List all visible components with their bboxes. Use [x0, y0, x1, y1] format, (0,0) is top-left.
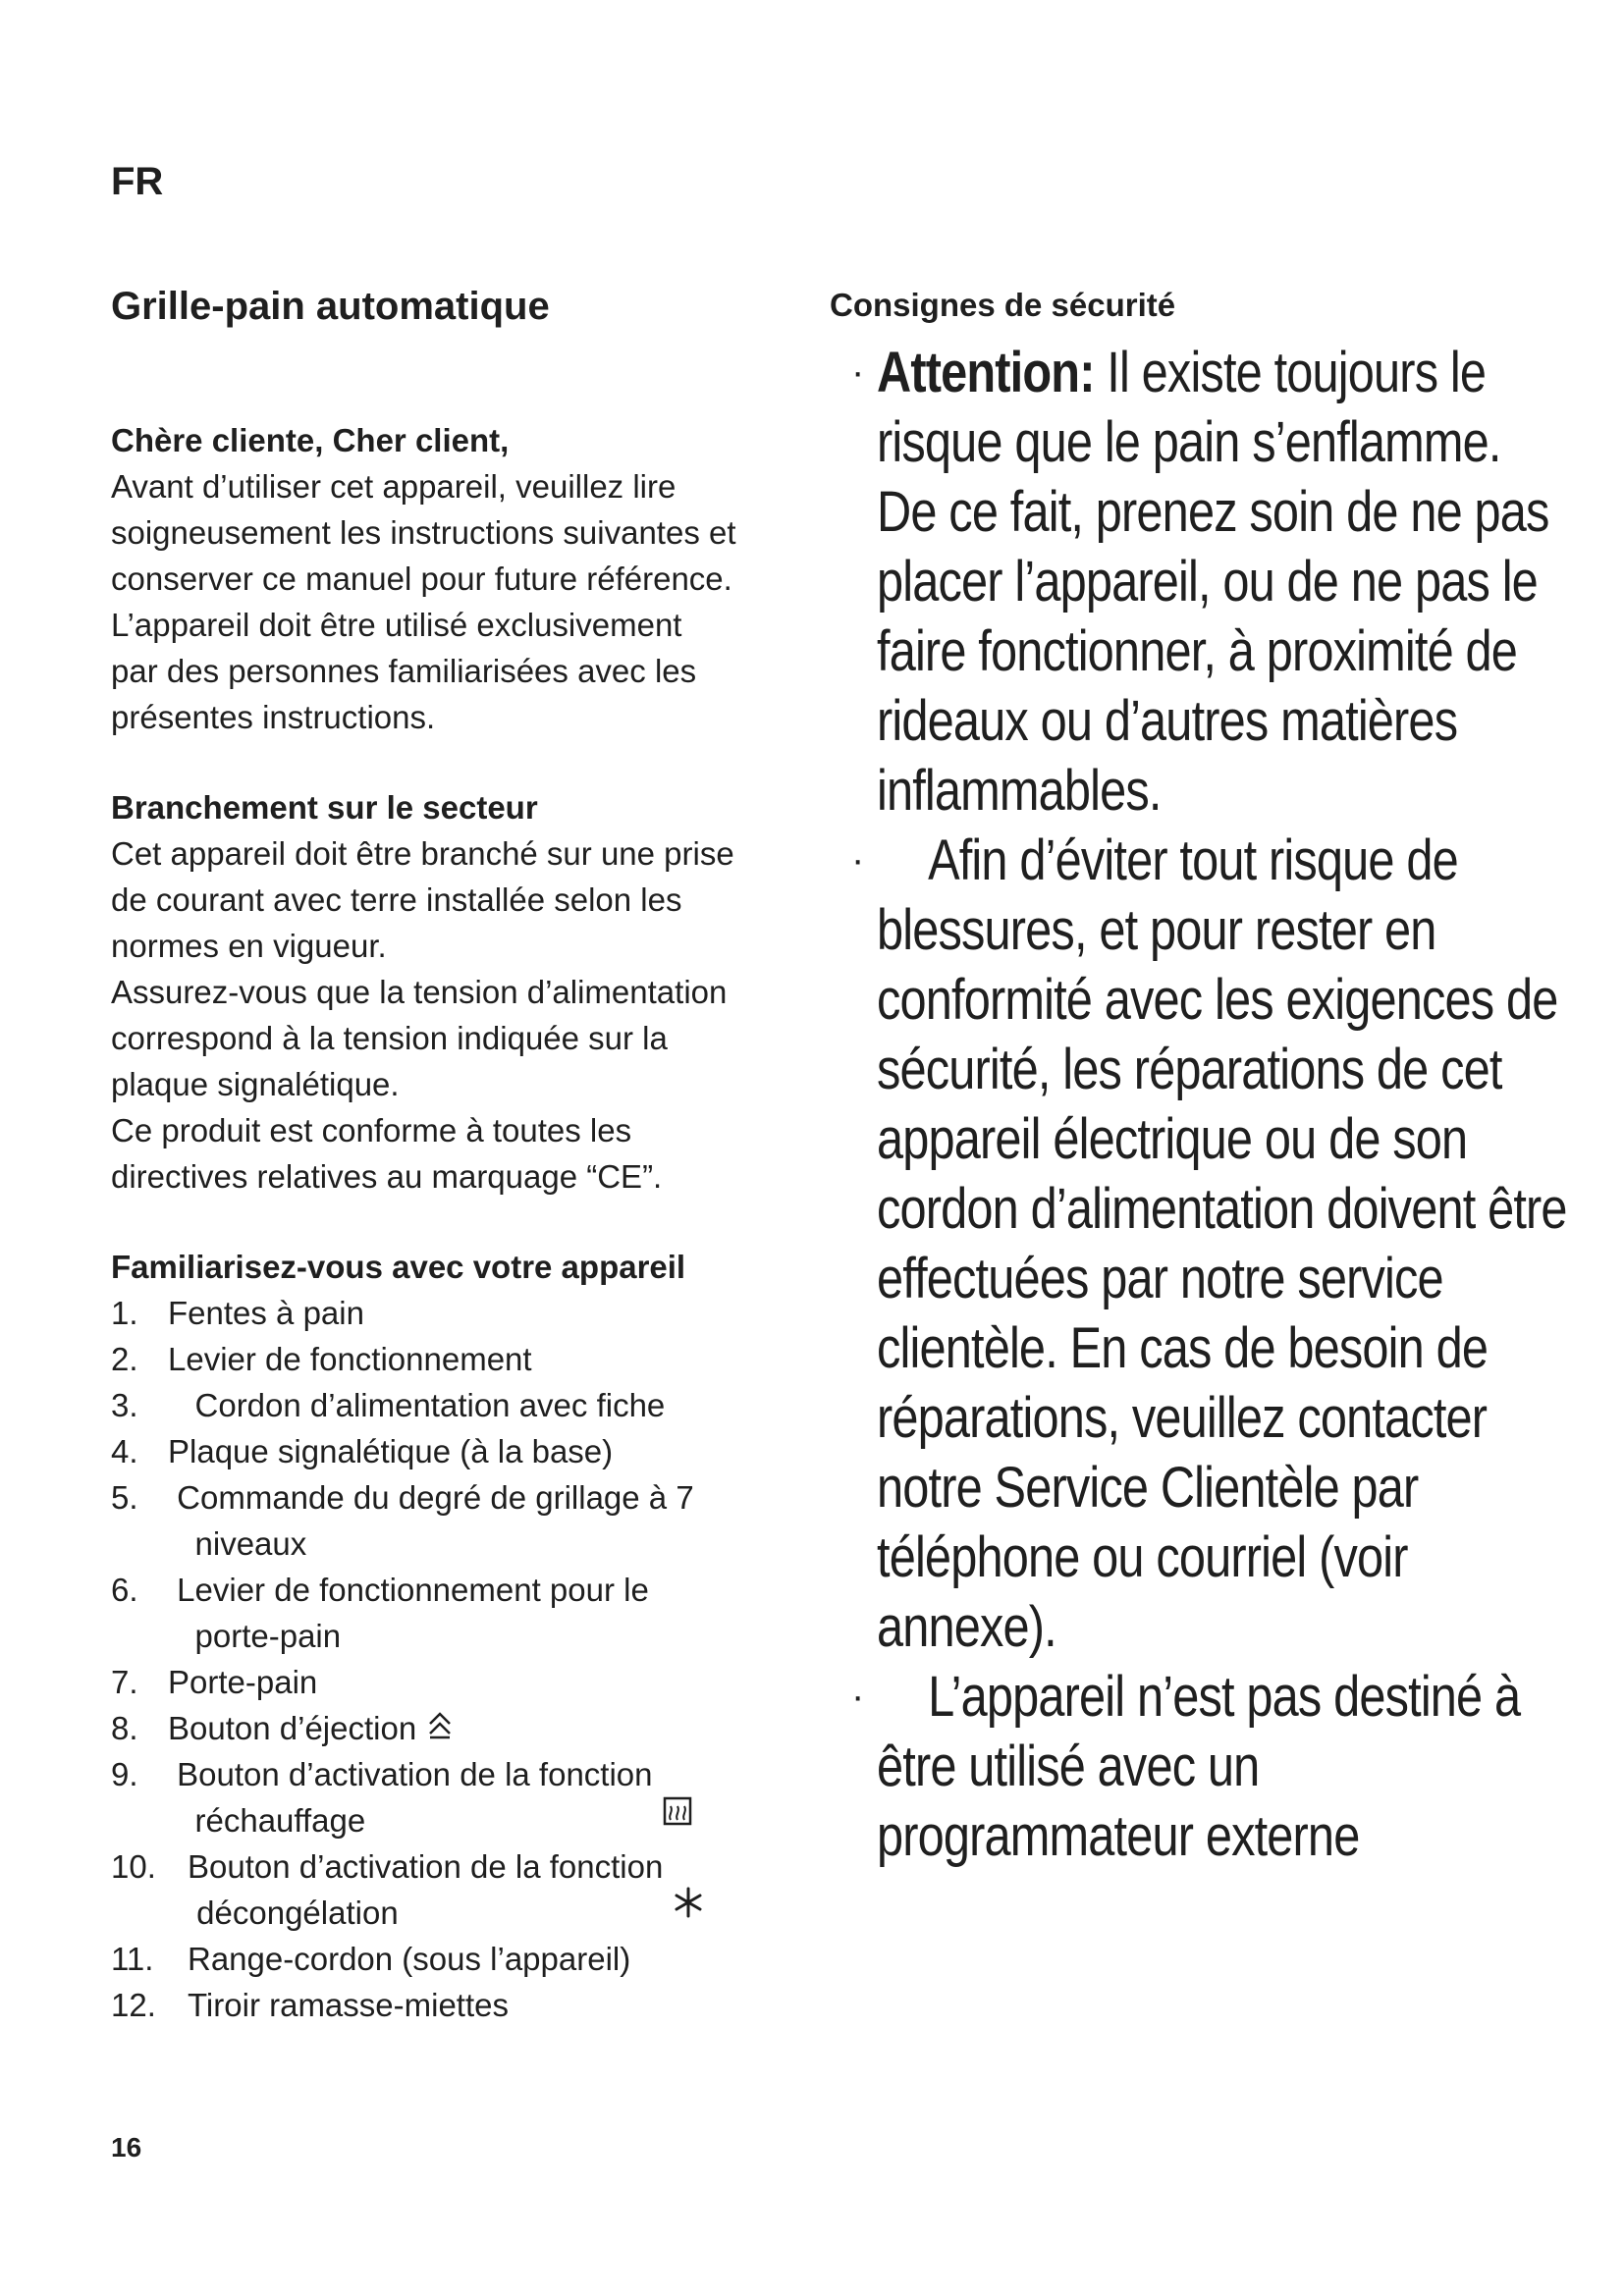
mains-paragraph: Cet appareil doit être branché sur une prise de courant avec terre installée selon les normes en vigueur. Assurez-vous que la tension d’alimentation correspond à la tension indiquée sur la plaque signalétique. Ce produit est conforme à toutes les directives relatives au marquage “CE”. [111, 835, 734, 1195]
item-text: Bouton d’éjection [168, 1710, 417, 1746]
list-item [111, 1751, 798, 1843]
page-number: 16 [111, 2132, 142, 2163]
snowflake-icon [673, 1884, 704, 1930]
reheat-icon [663, 1791, 692, 1838]
list-item [111, 1705, 798, 1751]
safety-item-body [877, 1662, 1570, 1871]
list-item [830, 338, 1576, 826]
safety-item-body [877, 338, 1570, 826]
item-text: Fentes à pain [168, 1295, 364, 1331]
item-number: 6. [111, 1572, 138, 1608]
parts-list [111, 1290, 798, 2028]
item-text: Levier de fonctionnement pour le porte-pain [177, 1572, 649, 1654]
safety-item-body [877, 826, 1570, 1662]
item-number: 8. [111, 1710, 138, 1746]
eject-icon [426, 1705, 454, 1751]
list-item [111, 1659, 798, 1705]
list-item [111, 1428, 798, 1474]
item-number: 12. [111, 1987, 156, 2023]
safety-heading: Consignes de sécurité [830, 287, 1176, 323]
language-code: FR [111, 160, 164, 203]
bullet-icon: · [851, 838, 864, 881]
item-number: 5. [111, 1479, 138, 1516]
item-text: Porte-pain [168, 1664, 318, 1700]
list-item [111, 1936, 798, 1982]
list-item [111, 1336, 798, 1382]
safety-item-text: Afin d’éviter tout risque de blessures, et pour rester en conformité avec les exigences de sécurité, les réparations de cet appareil électrique ou de son cordon d’alimentation doivent être effectuées par notre service clientèle. En cas de besoin de réparations, veuillez contacter notre Service Clientèle par téléphone ou courriel (voir annexe). [877, 828, 1567, 1659]
mains-heading: Branchement sur le secteur [111, 789, 538, 826]
salutation: Chère cliente, Cher client, [111, 422, 510, 458]
item-text: Bouton d’activation de la fonction réchauffage [177, 1756, 653, 1839]
item-number: 11. [111, 1941, 154, 1977]
item-text: Cordon d’alimentation avec fiche [168, 1387, 666, 1423]
list-item [111, 1567, 798, 1659]
list-item [111, 1982, 798, 2028]
right-column [830, 283, 1576, 1871]
item-number: 3. [111, 1387, 138, 1423]
bullet-icon: · [851, 1675, 864, 1718]
item-text: Plaque signalétique (à la base) [168, 1433, 614, 1469]
list-item [830, 1662, 1576, 1871]
attention-label: Attention: [877, 341, 1095, 404]
item-number: 9. [111, 1756, 138, 1792]
list-item [830, 826, 1576, 1662]
page-title: Grille-pain automatique [111, 285, 550, 328]
item-text: Range-cordon (sous l’appareil) [188, 1941, 631, 1977]
list-item [111, 1474, 798, 1567]
item-number: 1. [111, 1295, 138, 1331]
list-item [111, 1290, 798, 1336]
item-number: 10. [111, 1848, 156, 1885]
parts-heading: Familiarisez-vous avec votre appareil [111, 1249, 686, 1285]
bullet-icon: · [851, 350, 864, 394]
item-text: Commande du degré de grillage à 7 niveaux [177, 1479, 694, 1562]
safety-item-text: L’appareil n’est pas destiné à être utilisé avec un programmateur externe [877, 1665, 1521, 1868]
safety-list [830, 338, 1576, 1871]
item-number: 4. [111, 1433, 138, 1469]
item-text: Levier de fonctionnement [168, 1341, 532, 1377]
item-text: Bouton d’activation de la fonction décongélation [188, 1848, 664, 1931]
item-number: 2. [111, 1341, 138, 1377]
list-item [111, 1843, 798, 1936]
safety-item-text: Il existe toujours le risque que le pain s’enflamme. De ce fait, prenez soin de ne pas placer l’appareil, ou de ne pas le faire fonctionner, à proximité de rideaux ou d’autres matières inflammables. [877, 341, 1549, 823]
intro-paragraph: Avant d’utiliser cet appareil, veuillez lire soigneusement les instructions suivantes et conserver ce manuel pour future référence. L’appareil doit être utilisé exclusivement par des personnes familiarisées avec les présentes instructions. [111, 468, 736, 735]
item-number: 7. [111, 1664, 138, 1700]
list-item [111, 1382, 798, 1428]
item-text: Tiroir ramasse-miettes [188, 1987, 509, 2023]
left-column [111, 283, 798, 2028]
